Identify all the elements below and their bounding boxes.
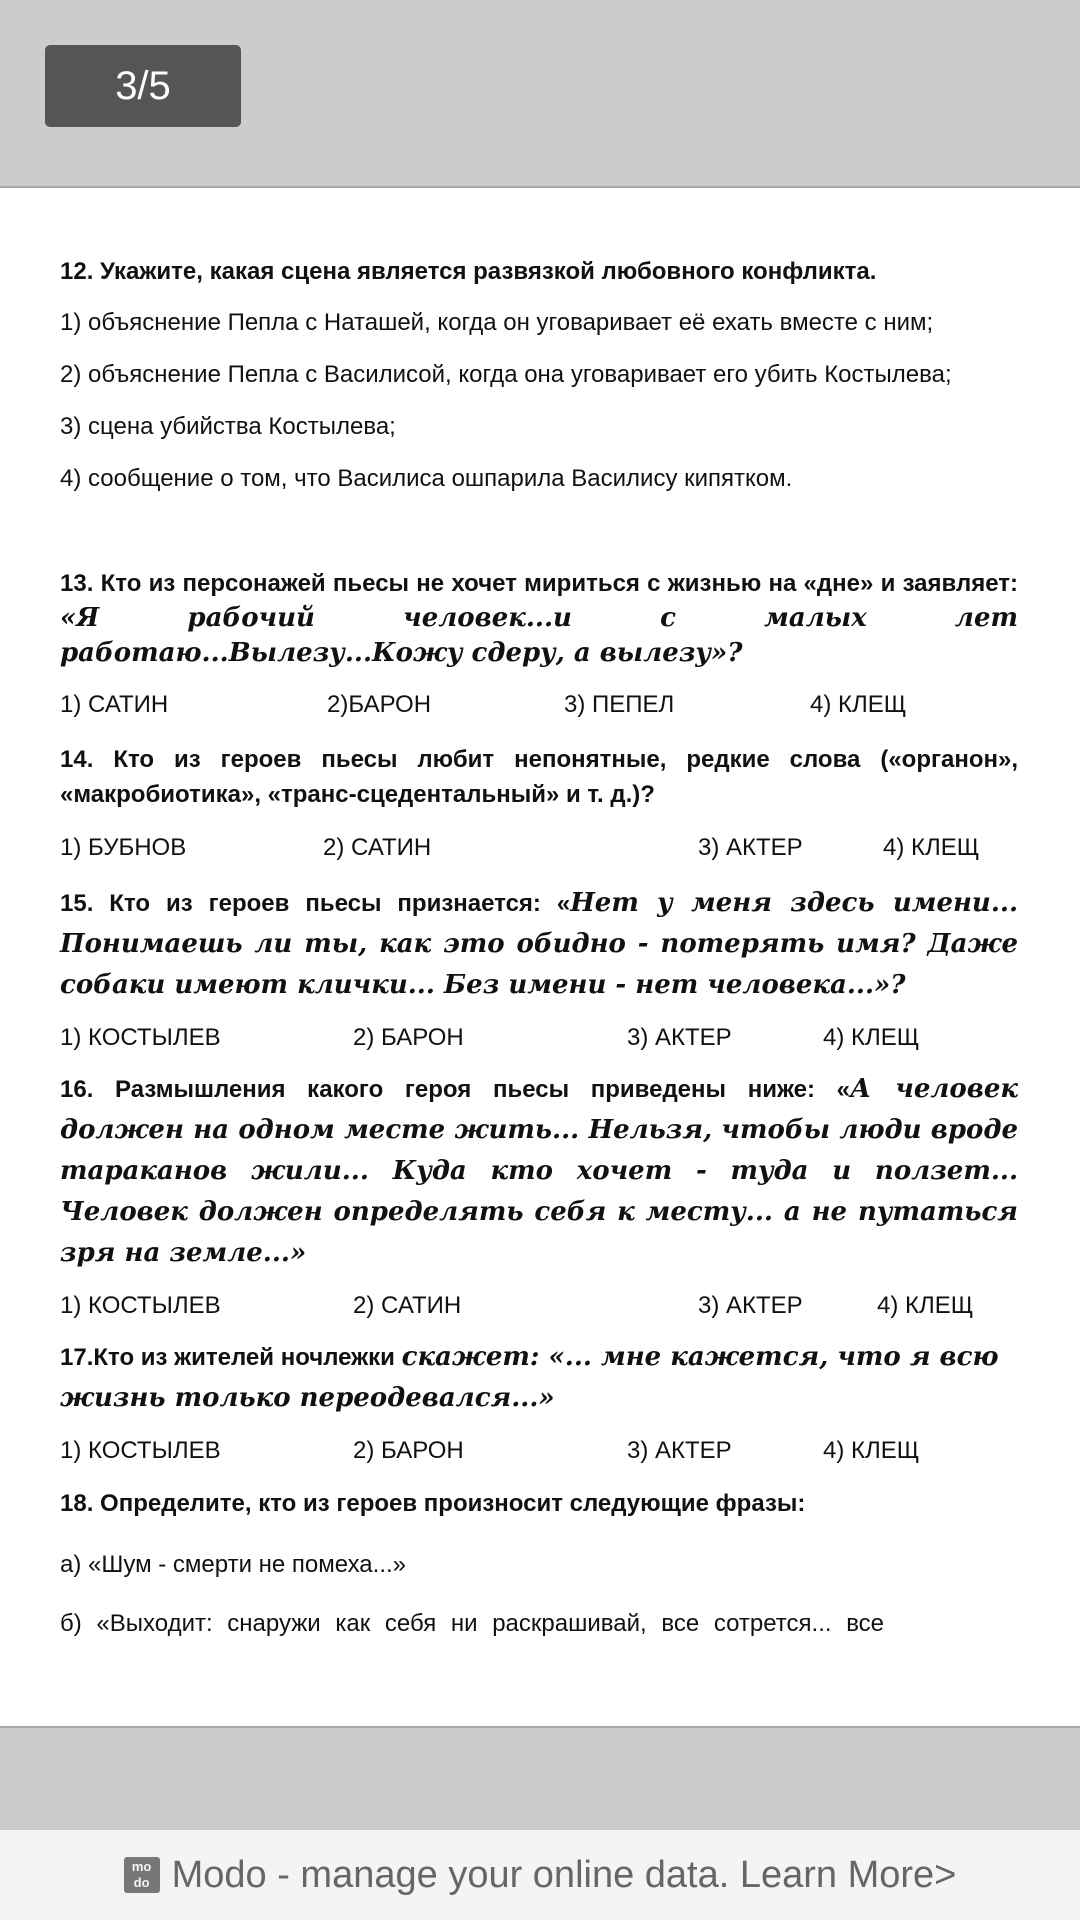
q12-option-4: 4) сообщение о том, что Василиса ошпарила Василису кипятком.	[60, 465, 793, 492]
q13-answer-3: 3) ПЕПЕЛ	[564, 691, 675, 718]
q15-answers	[60, 1020, 1018, 1055]
q15-answer-3: 3) АКТЕР	[627, 1024, 732, 1051]
page-indicator[interactable]: 3/5	[45, 45, 241, 127]
q17-answer-3: 3) АКТЕР	[627, 1437, 732, 1464]
q14-answers	[60, 830, 1018, 865]
q12-option-1: 1) объяснение Пепла с Наташей, когда он уговаривает её ехать вместе с ним;	[60, 309, 934, 336]
q14-answer-2: 2) САТИН	[323, 834, 432, 861]
q16-answer-2: 2) САТИН	[353, 1292, 462, 1319]
q12-option-3: 3) сцена убийства Костылева;	[60, 413, 396, 440]
question-15	[60, 883, 1018, 1006]
question-16-text: 16. Размышления какого героя пьесы приведены ниже: «	[60, 1076, 851, 1103]
q16-answer-4: 4) КЛЕЩ	[877, 1292, 974, 1319]
question-17	[60, 1337, 1018, 1419]
question-15-text: 15. Кто из героев пьесы признается: «	[60, 890, 571, 917]
question-17-quote: скажет: «... мне кажется, что я всю жизнь только переодевался...»	[60, 1342, 999, 1413]
q18-phrase-a: а) «Шум - смерти не помеха...»	[60, 1551, 407, 1578]
q17-answer-4: 4) КЛЕЩ	[823, 1437, 920, 1464]
q17-answer-2: 2) БАРОН	[353, 1437, 464, 1464]
question-15-quote: Нет у меня здесь имени... Понимаешь ли ты, как это обидно - потерять имя? Даже собаки имеют клички... Без имени - нет человека...»?	[60, 888, 1018, 1000]
q14-answer-3: 3) АКТЕР	[698, 834, 803, 861]
question-13-quote: «Я рабочий человек...и с малых лет работаю...Вылезу...Кожу сдеру, а вылезу»?	[60, 603, 1018, 668]
document-content	[60, 188, 1018, 1641]
q14-answer-4: 4) КЛЕЩ	[883, 834, 980, 861]
q17-answer-1: 1) КОСТЫЛЕВ	[60, 1437, 221, 1464]
question-14: 14. Кто из героев пьесы любит непонятные, редкие слова («органон», «макробиотика», «транс-сцедентальный» и т. д.)?	[60, 746, 1018, 808]
q13-answer-2: 2)БАРОН	[327, 691, 432, 718]
document-page	[0, 188, 1080, 1726]
question-17-text: 17.Кто из жителей ночлежки	[60, 1344, 402, 1371]
q16-answers	[60, 1288, 1018, 1323]
q17-answers	[60, 1433, 1018, 1468]
ad-banner[interactable]	[0, 1830, 1080, 1920]
q18-phrase-b: б) «Выходит: снаружи как себя ни раскрашивай, все сотрется... все	[60, 1610, 885, 1637]
question-13	[60, 566, 1018, 671]
q13-answers	[60, 687, 1018, 722]
q15-answer-1: 1) КОСТЫЛЕВ	[60, 1024, 221, 1051]
q15-answer-4: 4) КЛЕЩ	[823, 1024, 920, 1051]
q16-answer-3: 3) АКТЕР	[698, 1292, 803, 1319]
question-13-text: 13. Кто из персонажей пьесы не хочет мириться с жизнью на «дне» и заявляет:	[60, 570, 1018, 597]
question-16	[60, 1069, 1018, 1274]
q13-answer-4: 4) КЛЕЩ	[810, 691, 907, 718]
ad-text[interactable]: Modo - manage your online data. Learn More>	[171, 1853, 957, 1896]
q14-answer-1: 1) БУБНОВ	[60, 834, 187, 861]
top-toolbar	[0, 0, 1080, 188]
q15-answer-2: 2) БАРОН	[353, 1024, 464, 1051]
q16-answer-1: 1) КОСТЫЛЕВ	[60, 1292, 221, 1319]
modo-logo-icon: mo do	[124, 1857, 160, 1893]
bottom-spacer	[0, 1726, 1080, 1832]
q13-answer-1: 1) САТИН	[60, 691, 169, 718]
q12-option-2: 2) объяснение Пепла с Василисой, когда она уговаривает его убить Костылева;	[60, 361, 952, 388]
question-12: 12. Укажите, какая сцена является развязкой любовного конфликта.	[60, 258, 877, 285]
question-18: 18. Определите, кто из героев произносит следующие фразы:	[60, 1490, 806, 1517]
question-16-quote: А человек должен на одном месте жить... Нельзя, чтобы люди вроде тараканов жили... Куда кто хочет - туда и ползет... Человек должен определять себя к месту... а не путаться зря на земле...»	[60, 1074, 1018, 1268]
